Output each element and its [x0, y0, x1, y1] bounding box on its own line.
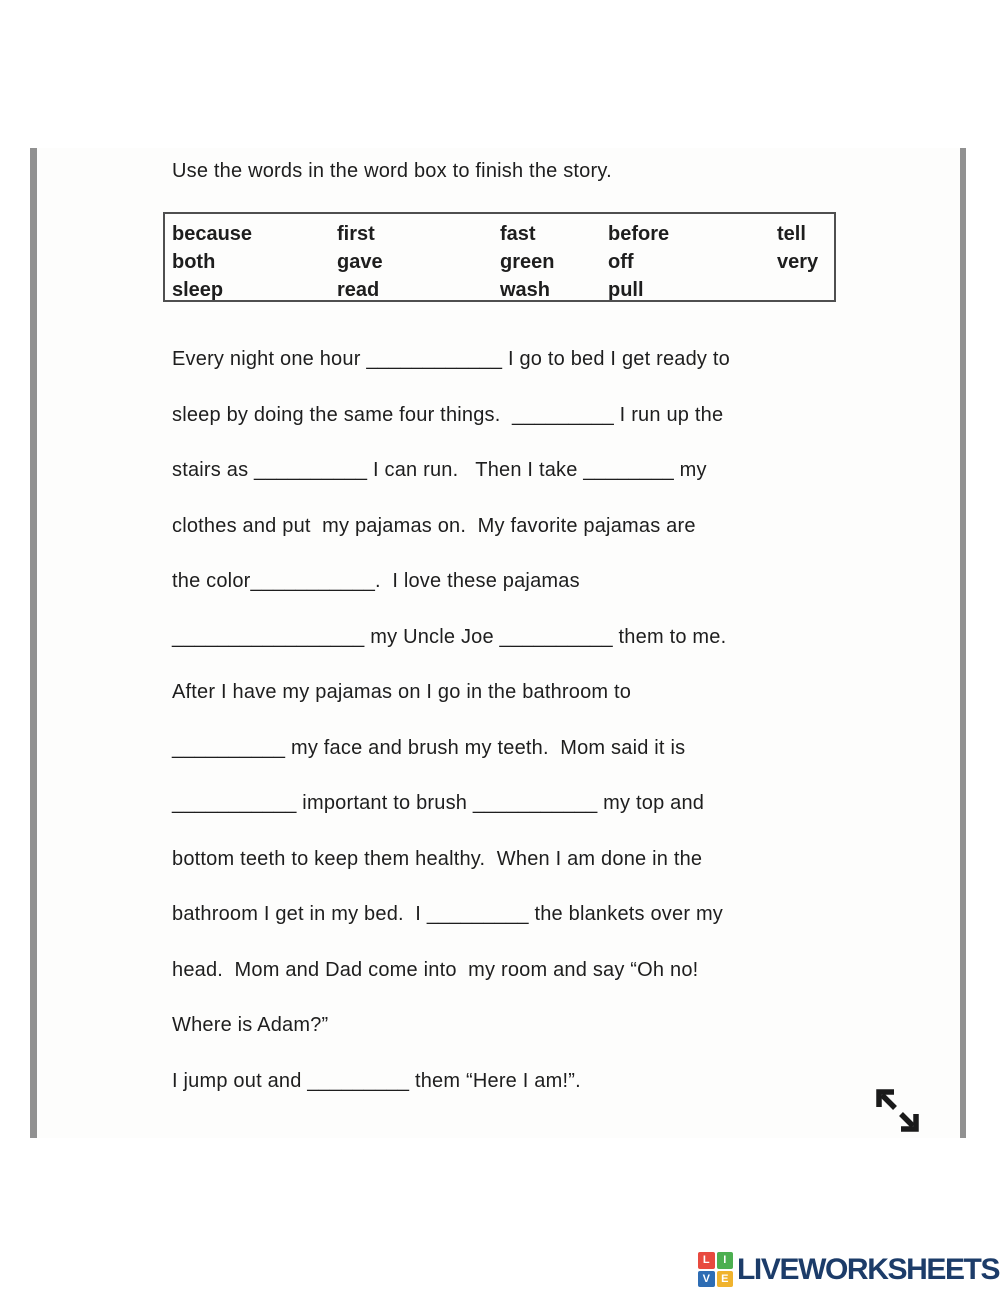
word-box-column-1: [172, 220, 252, 304]
word-box-word: off: [608, 251, 634, 273]
word-box-word: gave: [337, 251, 383, 273]
word-box-word: sleep: [172, 279, 224, 301]
story-line: _________________ my Uncle Joe __________ them to me.: [172, 625, 727, 648]
word-box-word: tell: [777, 223, 806, 245]
story-line: bathroom I get in my bed. I _________ the blankets over my: [172, 903, 724, 925]
worksheet-page: [30, 148, 966, 1138]
story-line: After I have my pajamas on I go in the bathroom to: [172, 681, 632, 703]
word-box-word: both: [172, 251, 216, 273]
word-box-word: wash: [500, 279, 551, 301]
story-line: stairs as __________ I can run. Then I take ________ my: [172, 459, 707, 481]
logo-tile-e: E: [717, 1271, 734, 1288]
word-box-word: fast: [500, 223, 536, 245]
word-box-word: pull: [608, 279, 644, 301]
word-box: [163, 212, 836, 302]
story-line: head. Mom and Dad come into my room and say “Oh no!: [172, 958, 699, 981]
instruction-text: Use the words in the word box to finish the story.: [172, 160, 612, 182]
word-box-word: first: [337, 223, 375, 245]
word-box-word: read: [337, 279, 380, 301]
word-box-word: because: [172, 223, 253, 245]
logo-tile-l: L: [698, 1252, 715, 1269]
liveworksheets-wordmark: LIVEWORKSHEETS: [737, 1252, 1000, 1286]
story-line: I jump out and _________ them “Here I am!”.: [172, 1069, 581, 1092]
story-line: bottom teeth to keep them healthy. When I am done in the: [172, 847, 703, 870]
story-line: the color___________. I love these pajamas: [172, 570, 580, 592]
word-box-column-5: [777, 220, 818, 276]
story-line: sleep by doing the same four things. _________ I run up the: [172, 403, 724, 426]
story-line: Where is Adam?”: [172, 1014, 329, 1036]
story-line: ___________ important to brush ___________ my top and: [172, 792, 705, 814]
word-box-word: very: [777, 251, 819, 273]
word-box-word: before: [608, 223, 670, 245]
word-box-word: green: [500, 251, 555, 273]
word-box-column-4: [608, 220, 669, 304]
word-box-column-2: [337, 220, 383, 304]
logo-tile-i: I: [717, 1252, 734, 1269]
expand-arrows-icon: [873, 1122, 921, 1137]
liveworksheets-tiles-icon: [698, 1252, 733, 1287]
story-line: __________ my face and brush my teeth. Mom said it is: [172, 736, 686, 759]
liveworksheets-logo[interactable]: [698, 1251, 999, 1288]
story-line: clothes and put my pajamas on. My favorite pajamas are: [172, 514, 696, 537]
word-box-column-3: [500, 220, 554, 304]
fullscreen-expand-button[interactable]: [873, 1086, 921, 1134]
logo-tile-v: V: [698, 1271, 715, 1288]
story-text: [172, 332, 730, 1109]
story-line: Every night one hour ____________ I go to bed I get ready to: [172, 348, 730, 370]
